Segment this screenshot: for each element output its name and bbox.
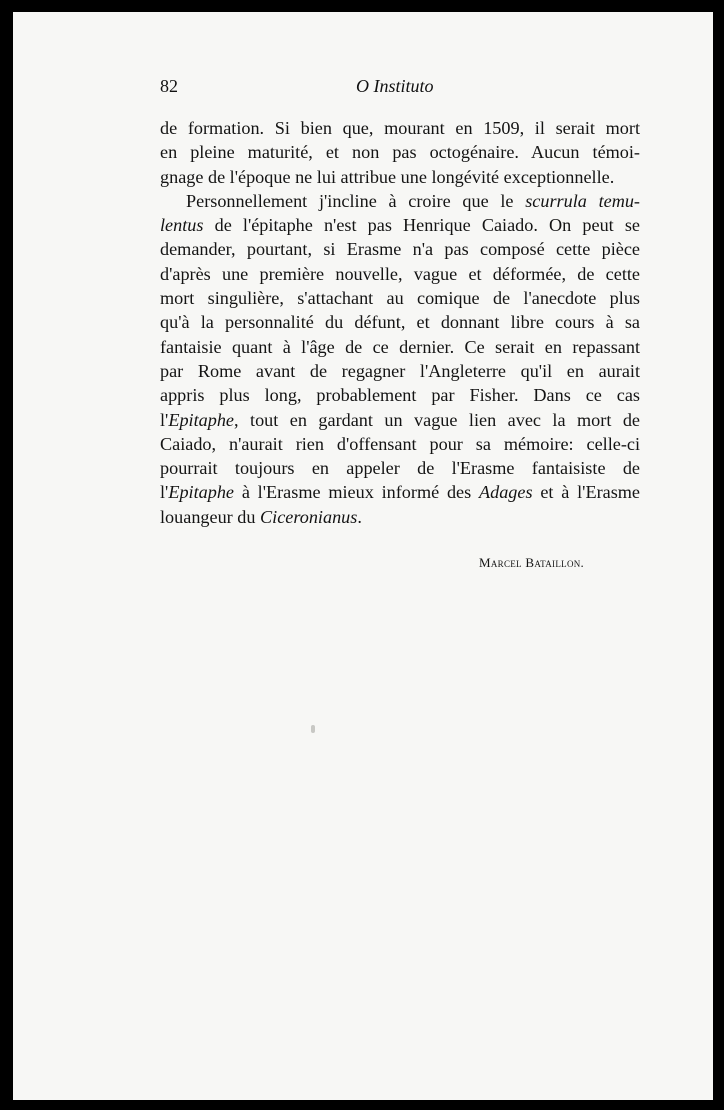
page-header: [160, 76, 640, 106]
text-line: Caiado, n'aurait rien d'offensant pour sa mémoire: celle-ci: [160, 433, 640, 454]
text-line: pourrait toujours en appeler de l'Erasme fantaisiste de: [160, 458, 640, 479]
text-run: .: [357, 506, 362, 527]
body-text: [160, 116, 640, 529]
italic-text: lentus: [160, 215, 204, 236]
text-line: en pleine maturité, et non pas octogénaire. Aucun témoi-: [160, 142, 640, 163]
text-line: de formation. Si bien que, mourant en 1509, il serait mort: [160, 118, 640, 138]
italic-text: scurrula temu-: [525, 190, 640, 211]
running-title: O Instituto: [356, 76, 434, 96]
document-page: [13, 12, 713, 1100]
text-line: gnage de l'époque ne lui attribue une longévité exceptionnelle.: [160, 166, 615, 187]
text-run: l': [160, 409, 169, 430]
text-line: qu'à la personnalité du défunt, et donnant libre cours à sa: [160, 312, 640, 333]
text-run: et à l'Erasme: [540, 482, 640, 503]
text-line: d'après une première nouvelle, vague et déformée, de cette: [160, 263, 640, 284]
text-line: mort singulière, s'attachant au comique de l'anecdote plus: [160, 288, 640, 309]
text-line: [160, 189, 640, 213]
text-run: , tout en gardant un vague lien avec la mort de: [234, 409, 640, 430]
text-line: [160, 480, 640, 504]
paper-speck: [311, 725, 315, 733]
text-run: de l'épitaphe n'est pas Henrique Caiado. On peut se: [214, 215, 640, 236]
italic-text: Ciceronianus: [260, 506, 358, 527]
italic-text: Epitaphe: [168, 482, 235, 503]
text-run: l': [160, 482, 169, 503]
text-line: demander, pourtant, si Erasme n'a pas composé cette pièce: [160, 239, 640, 260]
text-line: appris plus long, probablement par Fisher. Dans ce cas: [160, 385, 640, 406]
text-line: [160, 408, 640, 432]
page-number: 82: [160, 76, 178, 96]
text-line: par Rome avant de regagner l'Angleterre qu'il en aurait: [160, 360, 640, 381]
text-line: [160, 213, 640, 237]
italic-text: Epitaphe: [168, 409, 235, 430]
italic-text: Adages: [479, 482, 533, 503]
text-run: Personnellement j'incline à croire que le: [186, 190, 514, 211]
text-run: à l'Erasme mieux informé des: [241, 482, 472, 503]
text-run: louangeur du: [160, 506, 256, 527]
text-line: fantaisie quant à l'âge de ce dernier. Ce serait en repassant: [160, 336, 640, 357]
author-signature: Marcel Bataillon.: [479, 555, 585, 570]
text-line: [160, 505, 640, 529]
